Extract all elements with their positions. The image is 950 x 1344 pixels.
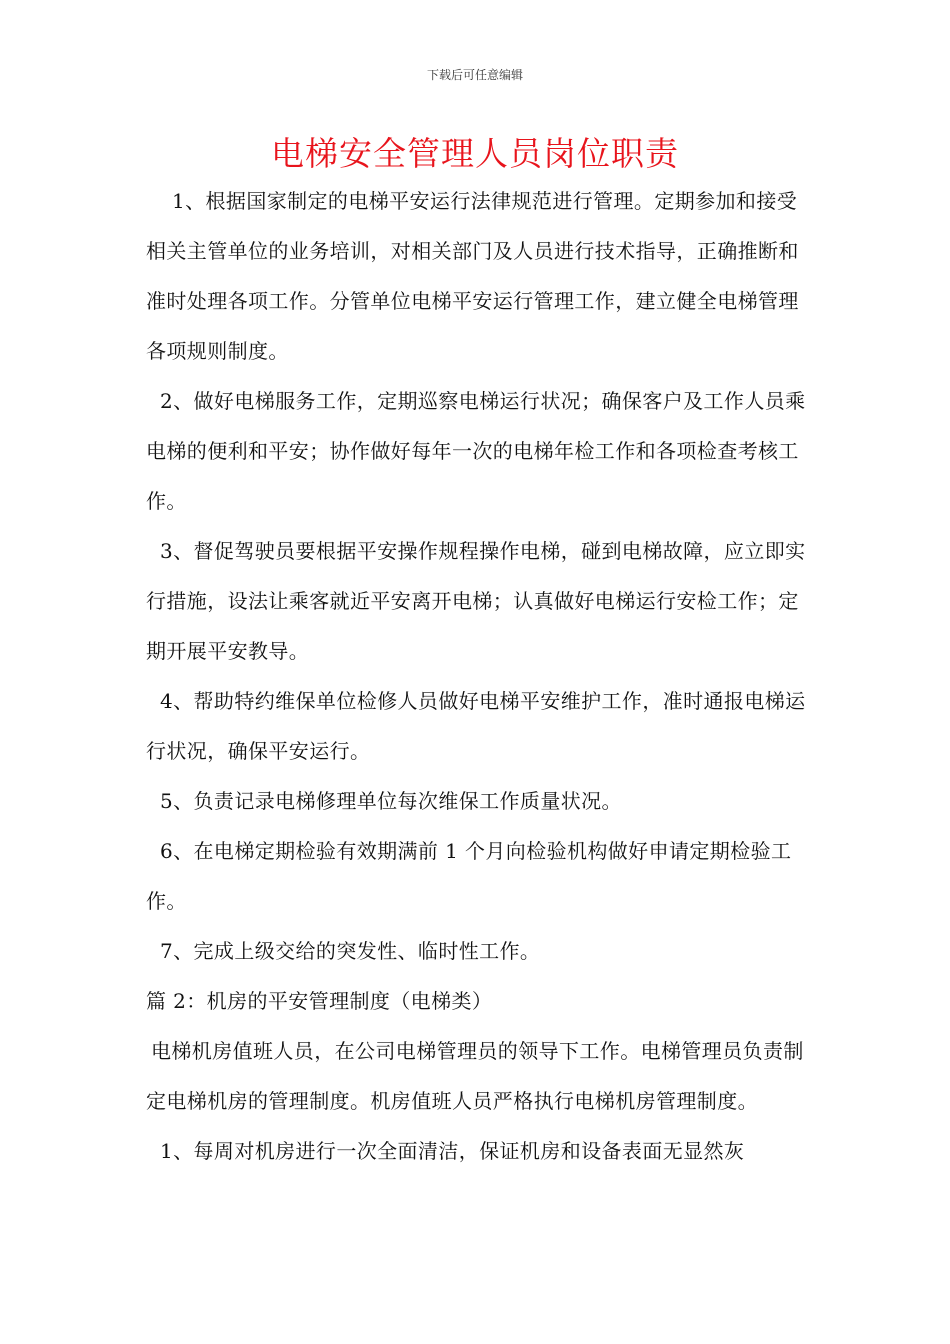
paragraph-duty-7: 7、完成上级交给的突发性、临时性工作。 (160, 939, 541, 963)
paragraph-duty-5: 5、负责记录电梯修理单位每次维保工作质量状况。 (160, 789, 622, 813)
paragraph-duty-1: 1、根据国家制定的电梯平安运行法律规范进行管理。定期参加和接受相关主管单位的业务培训，对相关部门及人员进行技术指导，正确推断和准时处理各项工作。分管单位电梯平安运行管理工作，建立健全电梯管理各项规则制度。 (146, 189, 799, 363)
paragraph-article-2-item-1: 1、每周对机房进行一次全面清洁，保证机房和设备表面无显然灰 (160, 1139, 745, 1163)
section-heading-article-2: 篇 2：机房的平安管理制度（电梯类） (146, 989, 493, 1013)
paragraph-duty-2: 2、做好电梯服务工作，定期巡察电梯运行状况；确保客户及工作人员乘电梯的便利和平安；协作做好每年一次的电梯年检工作和各项检查考核工作。 (146, 389, 806, 513)
paragraph-article-2-intro: 电梯机房值班人员，在公司电梯管理员的领导下工作。电梯管理员负责制定电梯机房的管理制度。机房值班人员严格执行电梯机房管理制度。 (146, 1039, 804, 1113)
paragraph-duty-3: 3、督促驾驶员要根据平安操作规程操作电梯，碰到电梯故障，应立即实行措施，设法让乘客就近平安离开电梯；认真做好电梯运行安检工作；定期开展平安教导。 (146, 539, 806, 663)
header-note: 下载后可任意编辑 (426, 68, 523, 82)
paragraph-duty-4: 4、帮助特约维保单位检修人员做好电梯平安维护工作，准时通报电梯运行状况，确保平安运行。 (146, 689, 806, 763)
paragraph-duty-6: 6、在电梯定期检验有效期满前 1 个月向检验机构做好申请定期检验工作。 (146, 839, 792, 913)
document-title: 电梯安全管理人员岗位职责 (271, 134, 679, 173)
document-body (146, 176, 810, 1176)
